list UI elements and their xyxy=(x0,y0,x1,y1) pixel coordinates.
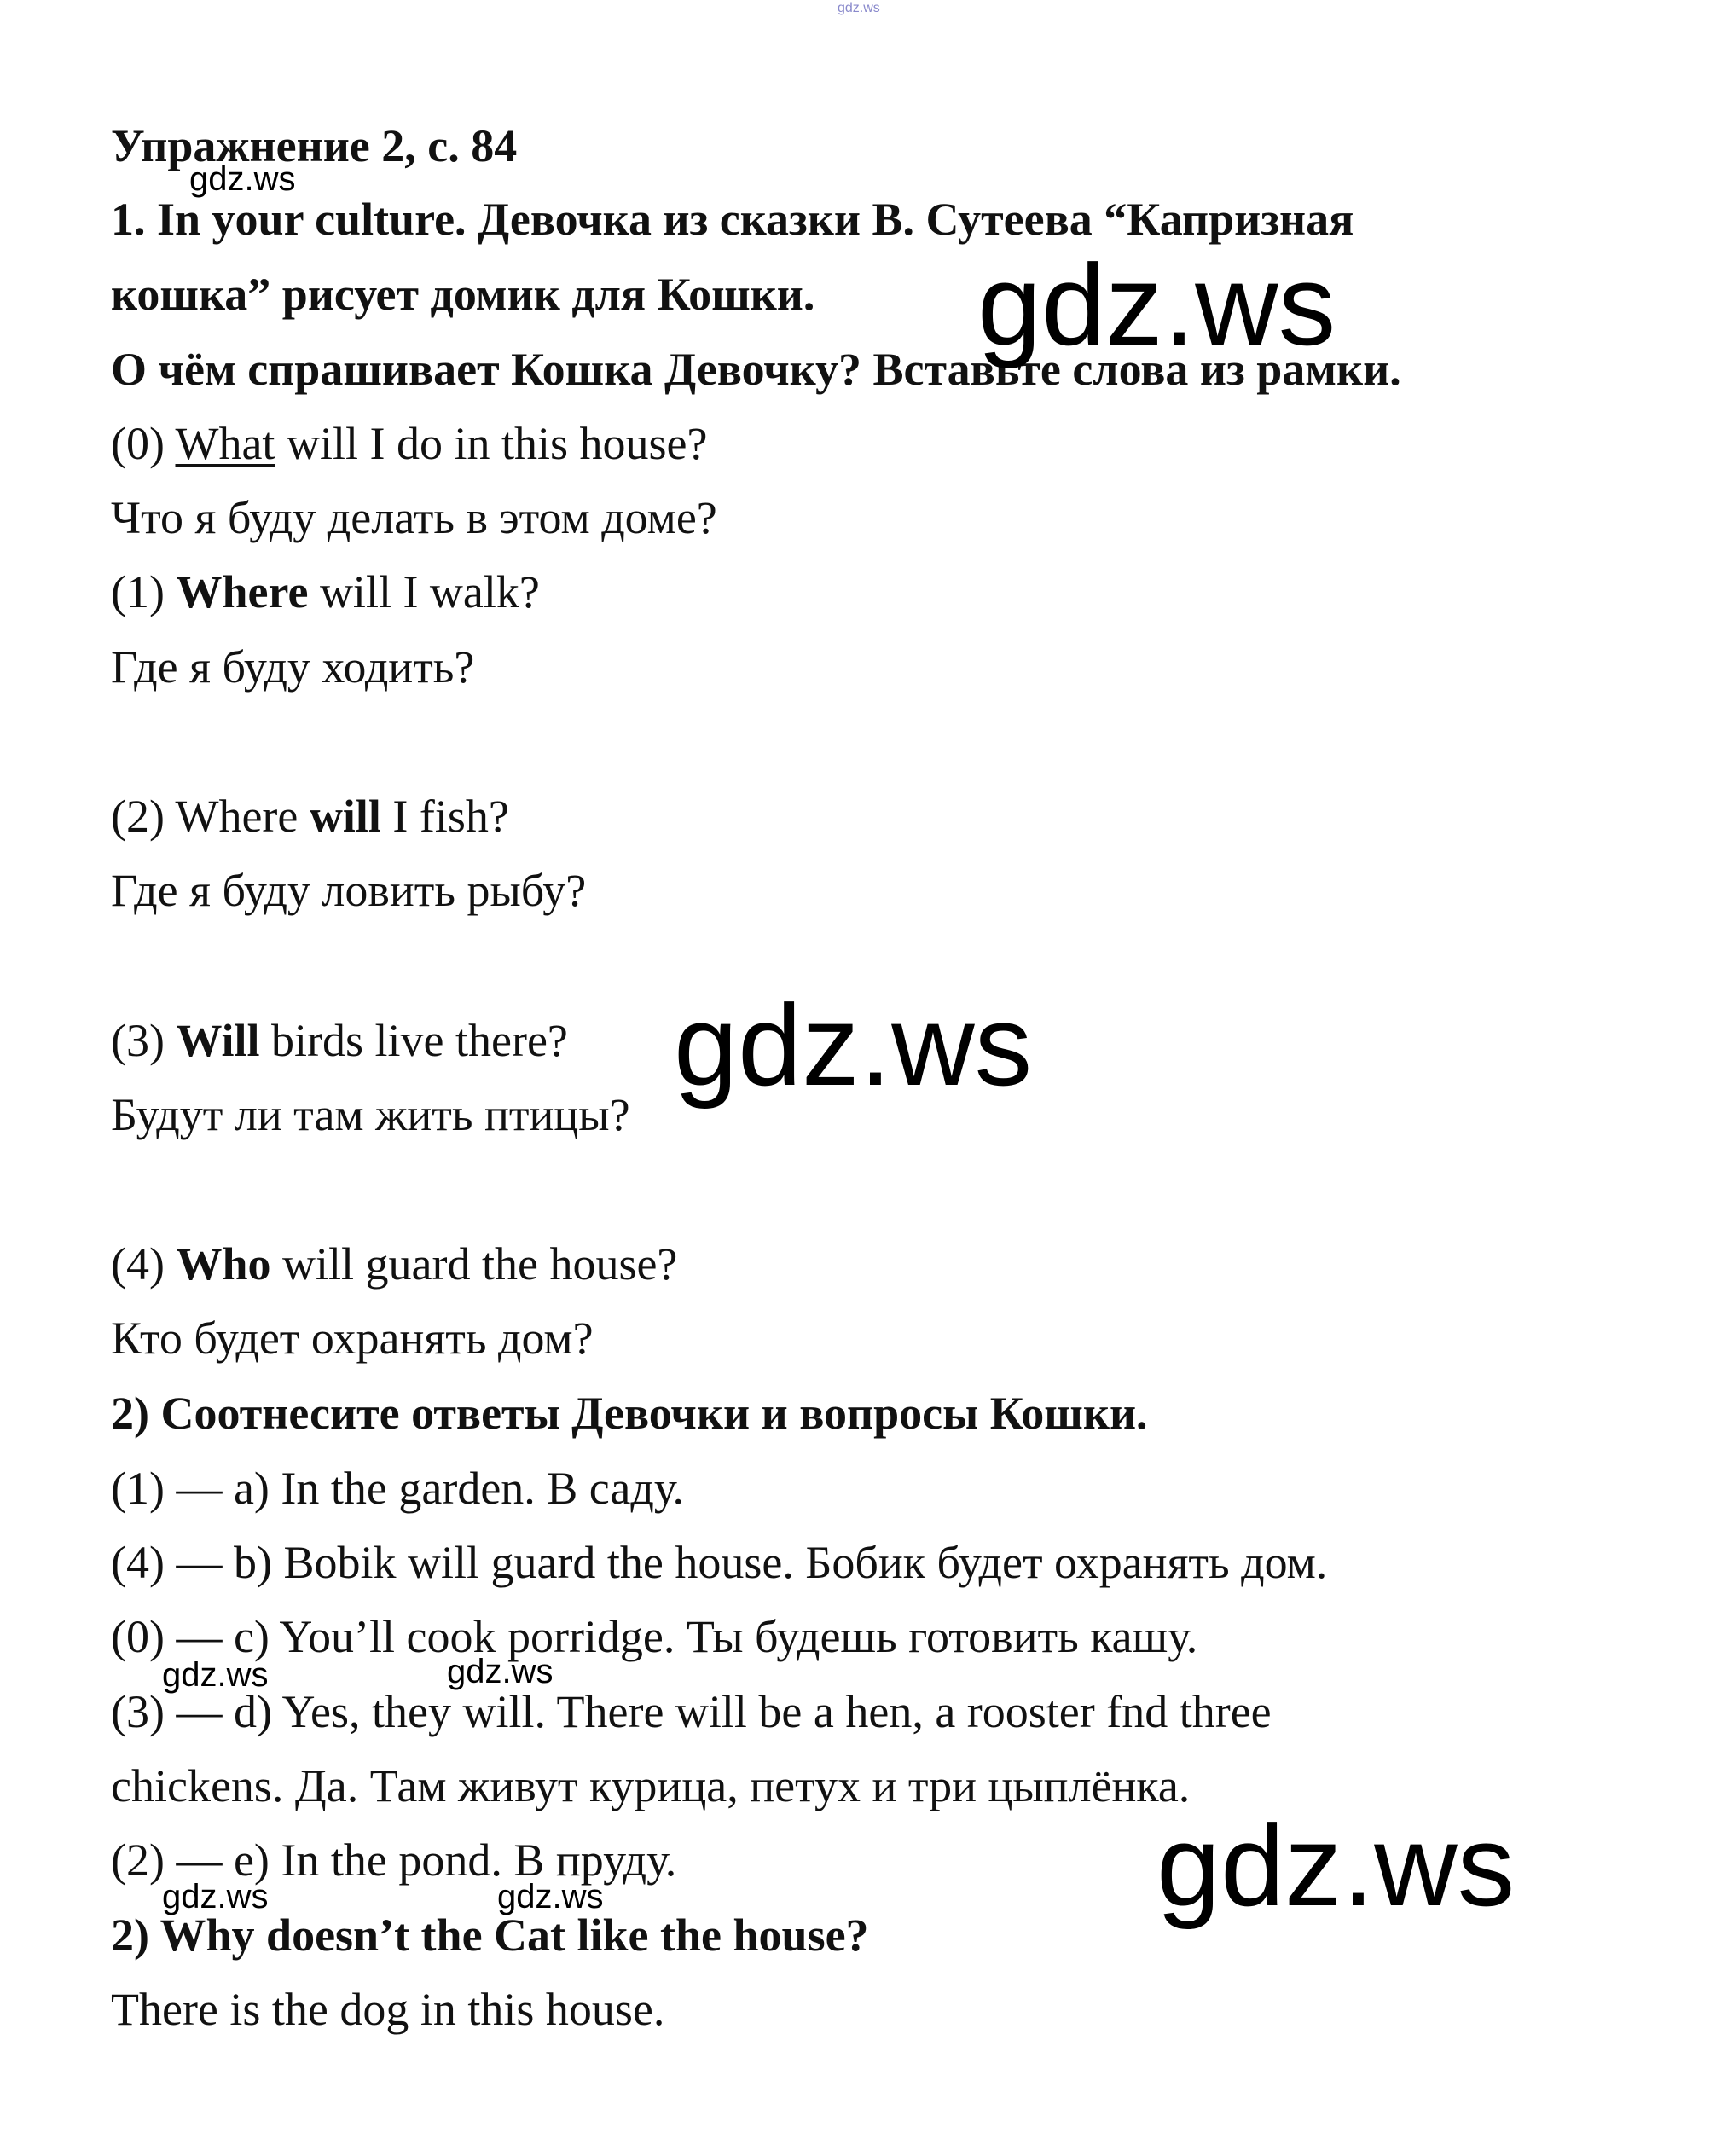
question-2 xyxy=(111,790,509,843)
task3-title: 2) Why doesn’t the Cat like the house? xyxy=(111,1910,869,1961)
question-4-answer: Who xyxy=(176,1238,271,1290)
question-3-rest: birds live there? xyxy=(259,1015,568,1066)
question-4-translation: Кто будет охранять дом? xyxy=(111,1313,594,1364)
question-3 xyxy=(111,1014,568,1067)
question-1-num: (1) xyxy=(111,566,177,617)
question-2-translation: Где я буду ловить рыбу? xyxy=(111,865,587,916)
question-1-rest: will I walk? xyxy=(308,566,540,617)
match-line: (0) — c) You’ll cook porridge. Ты будешь готовить кашу. xyxy=(111,1611,1198,1662)
watermark: gdz.ws xyxy=(162,1878,269,1915)
watermark: gdz.ws xyxy=(189,160,296,198)
question-3-num: (3) xyxy=(111,1015,177,1066)
question-0-translation: Что я буду делать в этом доме? xyxy=(111,492,717,543)
question-4-rest: will guard the house? xyxy=(270,1238,678,1290)
watermark: gdz.ws xyxy=(674,981,1033,1110)
question-2-answer: will xyxy=(309,791,381,842)
page-title: Упражнение 2, с. 84 xyxy=(111,120,518,171)
question-0-rest: will I do in this house? xyxy=(275,418,708,469)
task1-title-line2: кошка” рисует домик для Кошки. xyxy=(111,269,815,320)
question-0-num: (0) xyxy=(111,418,176,469)
match-line: (2) — e) In the pond. В пруду. xyxy=(111,1834,677,1886)
watermark: gdz.ws xyxy=(1156,1801,1516,1930)
question-2-rest: I fish? xyxy=(380,791,509,842)
task2-title: 2) Соотнесите ответы Девочки и вопросы Кошки. xyxy=(111,1388,1148,1439)
match-line: chickens. Да. Там живут курица, петух и три цыплёнка. xyxy=(111,1760,1191,1811)
watermark: gdz.ws xyxy=(497,1878,604,1915)
question-0-answer: What xyxy=(175,418,275,469)
question-3-answer: Will xyxy=(176,1015,260,1066)
task1-title-line1: 1. In your culture. Девочка из сказки В. Сутеева “Капризная xyxy=(111,194,1354,245)
question-1 xyxy=(111,565,540,618)
watermark-top: gdz.ws xyxy=(838,1,880,15)
question-1-translation: Где я буду ходить? xyxy=(111,641,475,693)
match-line: (3) — d) Yes, they will. There will be a hen, a rooster fnd three xyxy=(111,1686,1272,1737)
task1-instruction: О чём спрашивает Кошка Девочку? Вставьте слова из рамки. xyxy=(111,344,1401,395)
question-3-translation: Будут ли там жить птицы? xyxy=(111,1089,630,1140)
question-0 xyxy=(111,417,707,470)
question-2-pre: (2) Where xyxy=(111,791,310,842)
question-1-answer: Where xyxy=(176,566,309,617)
watermark: gdz.ws xyxy=(977,241,1336,369)
question-4 xyxy=(111,1237,677,1290)
watermark: gdz.ws xyxy=(447,1653,554,1690)
watermark: gdz.ws xyxy=(162,1656,269,1694)
question-4-num: (4) xyxy=(111,1238,177,1290)
match-line: (4) — b) Bobik will guard the house. Бобик будет охранять дом. xyxy=(111,1537,1328,1588)
match-line: (1) — a) In the garden. В саду. xyxy=(111,1463,684,1514)
task3-answer: There is the dog in this house. xyxy=(111,1984,665,2035)
